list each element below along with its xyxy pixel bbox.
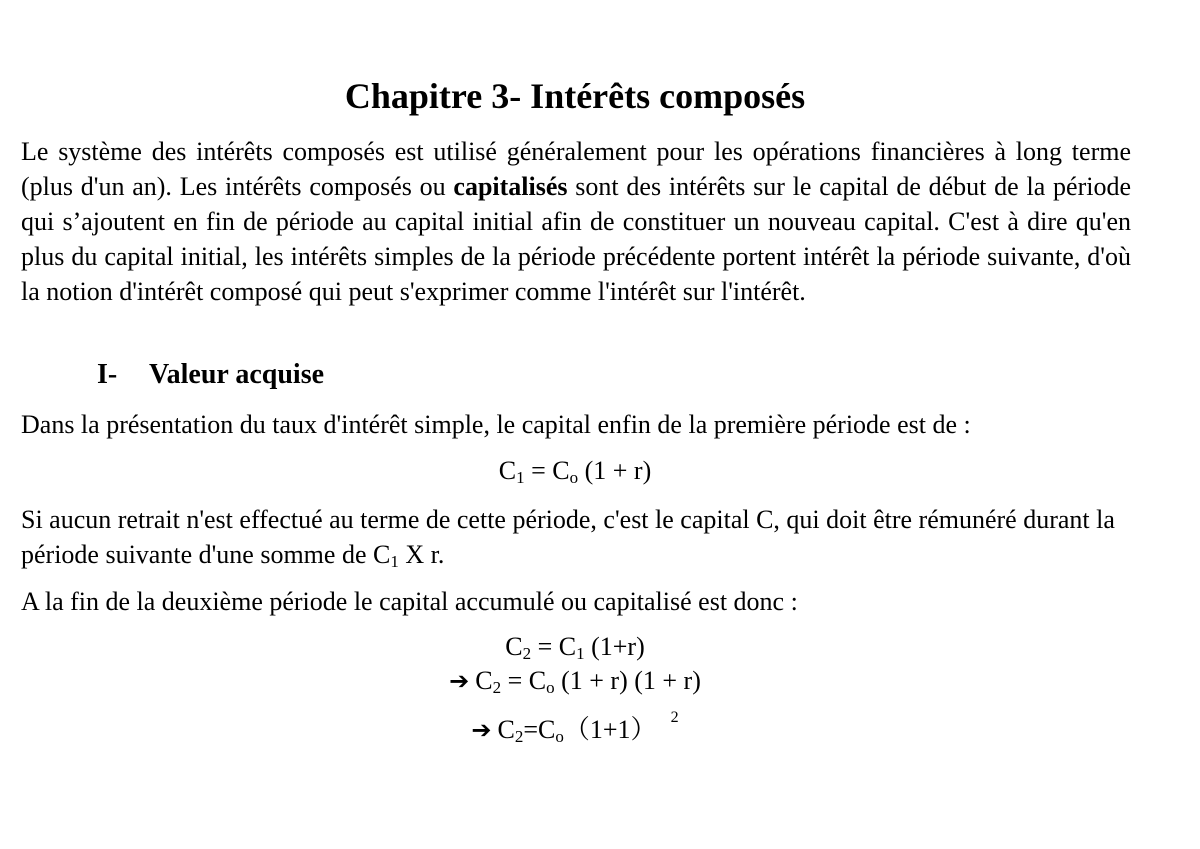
formula-c2 (0, 630, 1150, 664)
intro-text-end: sont des intérêts sur le capital de début de la période qui s’ajoutent en fin de période au capital initial afin de constituer un nouveau capital. C'est à dire qu'en plus du capital initial, les intérêts simples de la période précédente portent intérêt la période suivante, d'où la notion d'intérêt composé qui peut s'exprimer comme l'intérêt sur l'intérêt. (21, 172, 1131, 306)
section-number: I- (97, 359, 118, 390)
formula-c1-lhs: C (498, 456, 517, 485)
paragraph-simple-interest: Dans la présentation du taux d'intérêt simple, le capital enfin de la première période est de : (21, 410, 971, 439)
formula-c2p-lhs: C (497, 715, 515, 744)
intro-bold-term: capitalisés (453, 172, 568, 201)
paragraph-no-withdrawal (21, 502, 1131, 572)
formula-c2e-mid-sub: o (546, 678, 555, 697)
formula-c2e-lhs: C (475, 666, 493, 695)
right-arrow-icon: ➔ (449, 667, 470, 695)
p3-end: X r. (398, 540, 445, 569)
formula-c1-lhs-sub: 1 (516, 468, 525, 487)
section-heading (97, 357, 324, 393)
formula-c1-rhs: (1 + r) (578, 456, 652, 485)
formula-c1-mid: = C (524, 456, 570, 485)
p3-text: Si aucun retrait n'est effectué au terme de cette période, c'est le capital C, qui doit être rémunéré durant la période suivante d'une somme de C (21, 505, 1115, 569)
right-arrow-icon: ➔ (471, 716, 492, 744)
formula-c2-rhs: (1+r) (584, 632, 645, 661)
paragraph-second-period: A la fin de la deuxième période le capital accumulé ou capitalisé est donc : (21, 587, 798, 616)
formula-c2-expanded (0, 664, 1150, 698)
formula-c1-mid-sub: o (569, 468, 579, 487)
formula-c2-power (0, 709, 1150, 747)
formula-c2-lhs-sub: 2 (522, 644, 532, 663)
chapter-title: Chapitre 3- Intérêts composés (344, 76, 806, 116)
section-title: Valeur acquise (149, 359, 325, 390)
formula-c2e-rhs: (1 + r) (1 + r) (554, 666, 701, 695)
intro-text-start: Le système des intérêts composés est utilisé généralement pour les opérations financières à long terme (plus d'un an). Les intérêts composés ou (21, 137, 1131, 201)
formula-c2p-mid: =C (523, 715, 556, 744)
formula-c1 (0, 454, 1150, 488)
formula-c2-mid-sub: 1 (576, 644, 585, 663)
formula-c2e-mid: = C (501, 666, 547, 695)
formula-c2-lhs: C (505, 632, 523, 661)
formula-c2p-lhs-sub: 2 (514, 727, 524, 746)
intro-paragraph (21, 134, 1131, 309)
p3-sub: 1 (390, 552, 399, 571)
formula-c2p-exponent: 2 (670, 709, 679, 726)
formula-c2p-mid-sub: o (555, 727, 564, 746)
formula-c2-mid: = C (531, 632, 577, 661)
formula-c2p-rhs: （1+1） (563, 715, 657, 744)
formula-c2e-lhs-sub: 2 (492, 678, 502, 697)
